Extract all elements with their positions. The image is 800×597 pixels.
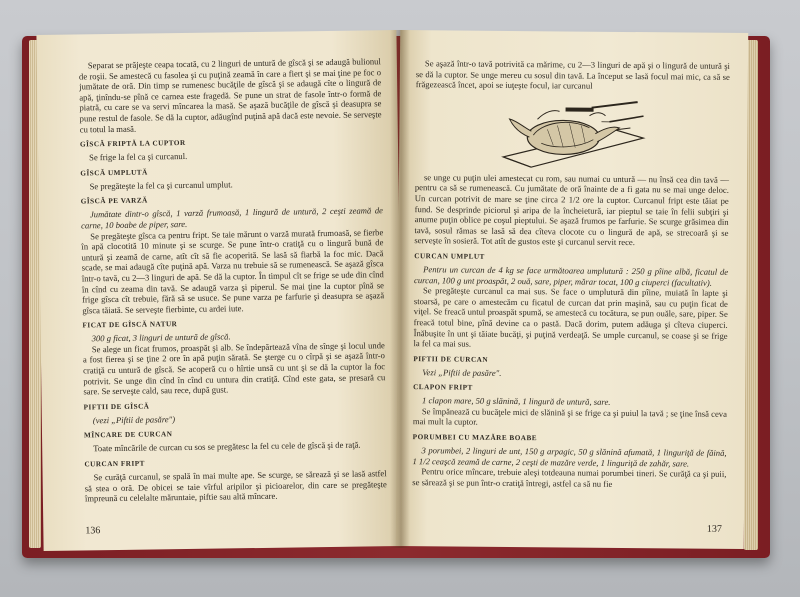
paragraph: Separat se prăjeşte ceapa tocată, cu 2 linguri de untură de gîscă şi se adaugă bulionul de roşii. Se amestecă cu fasolea şi cu puţină zeamă în care a fiert şi se mai ţine pe foc o jumătate de oră. Din timp se rumenesc bucăţile de gîscă şi se adaugă cîte o lingură de apă, ţinîndu-se pînă ce carnea este fragedă. Se pune un strat de fasole într-o formă de piatră, cu care se va servi mîncarea la masă. Se aşază bucăţile de gîscă şi deasupra se pune restul de fasole. Se dă la cuptor, adăugînd puţină apă dacă este nevoie. Se serveşte cu totul la masă. (78, 56, 382, 135)
ingredients-list: Pentru un curcan de 4 kg se face următoarea umplutură : 250 g pîine albă, ficatul de curcan, 100 g unt proaspăt, 2 ouă, sare, piper, mărar tocat, 100 g ciuperci (facultativ). (414, 264, 729, 288)
left-page (36, 30, 403, 551)
paragraph: Se pregăteşte gîsca ca pentru fript. Se taie mărunt o varză murată frumoasă, se fierbe în apă clocotită 10 minute şi se scurge. Se pune într-o cratiţă cu o lingură bună de untură şi zeamă de carne, atît cît să fie acoperită. Se lasă să fiarbă la foc mic. Dacă scade, se mai adaugă cîte puţină apă. Varza nu trebuie să se rumenească. Se aşază gîsca într-o tavă, cu 2—3 linguri de apă. Se dă la cuptor. În timpul cît se frige se ude din cînd în cînd cu zeama din tavă. Se adaugă varza şi piperul. Se mai ţine la cuptor pînă se frige gîsca cît trebuie, fără să se usuce. Se pune varza pe farfurie şi deasupra se aşază gîsca tăiată. Se serveşte fierbinte, cu ardei iute. (81, 226, 385, 316)
roast-turkey-illustration (497, 97, 648, 170)
left-page-text (79, 56, 387, 504)
paragraph: Se pregăteşte la fel ca şi curcanul umplut. (89, 179, 233, 192)
ingredients-list: 300 g ficat, 3 linguri de untură de gîscă. (91, 331, 231, 344)
recipe-heading: CURCAN FRIPT (84, 459, 145, 469)
paragraph: Se alege un ficat frumos, proaspăt şi alb. Se îndepărtează vîna de sînge şi locul unde a fost fierea şi se ţine 2 ore în apă puţin sărată. Se şterge cu o cîrpă şi se aşază într-o cratiţă cu untură de gîscă. Se acoperă cu o hîrtie unsă cu unt şi se dă la cuptor la foc potrivit. Se unge din cînd în cînd cu untura din cratiţă. Cînd este gata, se presară cu sare. Se serveşte cald, sau rece, după gust. (82, 340, 386, 397)
right-page-number: 137 (706, 523, 722, 535)
recipe-heading: CURCAN UMPLUT (414, 252, 485, 261)
carving-fork-icon (601, 116, 643, 122)
paragraph: Se frige la fel ca şi curcanul. (89, 151, 188, 163)
paragraph: Se aşază într-o tavă potrivită ca mărime, cu 2—3 linguri de apă şi o lingură de untură şi se dă la cuptor. Se unge mereu cu sosul din tavă. La început se lasă focul mai mic, ca să se frăgezească încet, apoi se iuţeşte focul, iar curcanul (415, 58, 730, 91)
recipe-heading: PORUMBEI CU MAZĂRE BOABE (412, 433, 538, 443)
carving-knife-icon (566, 101, 638, 112)
right-page-text (412, 58, 730, 490)
left-page-number: 136 (85, 525, 101, 537)
ingredients-list: (vezi „Piftii de pasăre") (92, 413, 176, 426)
recipe-heading: PIFTII DE CURCAN (413, 354, 489, 364)
ingredients-list: 1 clapon mare, 50 g slănină, 1 lingură de untură, sare. (421, 395, 611, 408)
recipe-heading: CLAPON FRIPT (413, 383, 473, 392)
ingredients-list: Jumătate dintr-o gîscă, 1 varză frumoasă, 1 lingură de untură, 2 ceşti zeamă de carne, 10 boabe de piper, sare. (81, 205, 383, 231)
recipe-heading: FICAT DE GÎSCĂ NATUR (82, 320, 178, 330)
recipe-heading: GÎSCĂ UMPLUTĂ (80, 168, 148, 178)
paragraph: Se împănează cu bucăţele mici de slănină şi se frige ca şi puiul la tavă ; se ţine însă ceva mai mult la cuptor. (412, 406, 727, 428)
paragraph: Toate mîncările de curcan cu sos se pregătesc la fel cu cele de gîscă şi de raţă. (93, 440, 361, 454)
recipe-heading: MÎNCARE DE CURCAN (83, 430, 173, 440)
book-gutter (390, 30, 410, 548)
right-page (396, 30, 748, 549)
paragraph: Se pregăteşte curcanul ca mai sus. Se face o umplutură din pîine, muiată în lapte şi stoarsă, pe care o amestecăm cu ficatul de curcan dat prin maşină, sau cu puţin ficat de viţel. Se freacă untul proaspăt spumă, se amestecă cu tocătura, se pun ouăle, sare, piper. Se freacă totul bine, pînă devine ca o pastă. Dacă dorim, putem adăuga şi cîteva ciuperci. Înăbuşite în unt şi tăiate bucăţi, şi puţină verdeaţă. Se umple curcanul, se coase şi se frige la fel ca mai sus. (413, 285, 729, 349)
ingredients-list: 3 porumbei, 2 linguri de unt, 150 g arpagic, 50 g slănină afumată, 1 linguriţă de făină, 1 1/2 ceaşcă zeamă de carne, 2 ceşti de mazăre verde, 1 linguriţă de zahăr, sare. (412, 445, 727, 469)
recipe-heading: GÎSCĂ PE VARZĂ (80, 196, 148, 206)
recipe-heading: PIFTII DE GÎSCĂ (83, 402, 150, 412)
paragraph: Se curăţă curcanul, se spală în mai multe ape. Se scurge, se sărează şi se lasă astfel să stea o oră. De obicei se taie vîrful aripilor şi picioarelor, din care se pregăteşte împreună cu celelalte măruntaie, piftie sau altă mîncare. (84, 468, 387, 504)
recipe-heading: GÎSCĂ FRIPTĂ LA CUPTOR (79, 139, 186, 149)
paragraph: Pentru orice mîncare, trebuie aleşi totdeauna numai porumbei tineri. Se curăţă ca şi puii, se sărează şi se pun într-o cratiţă întregi, astfel ca să nu fie (412, 466, 727, 489)
ingredients-list: Vezi „Piftii de pasăre". (422, 366, 502, 378)
paragraph: se unge cu puţin ulei amestecat cu rom, sau numai cu untură — nu însă cea din tavă — pentru ca să se rumenească. Cu jumătate de oră înainte de a fi gata nu se mai unge deloc. Un curcan potrivit de mare se ţine circa 2 1/2 ore la cuptor. Curcanul fript este tăiat pe fund. Se desprinde piciorul şi aripa de la încheietură, iar pieptul se taie în felii subţiri şi anume puţin oblice pe coşul pieptului. Se aşază frumos pe farfurie. Se scurge grăsimea din tavă, sosul rămas se lasă să dea cîteva clocote cu o lingură de apă, se strecoară şi se serveşte în sosieră. Tot atît de gustos este şi curcanul servit rece. (414, 172, 730, 248)
